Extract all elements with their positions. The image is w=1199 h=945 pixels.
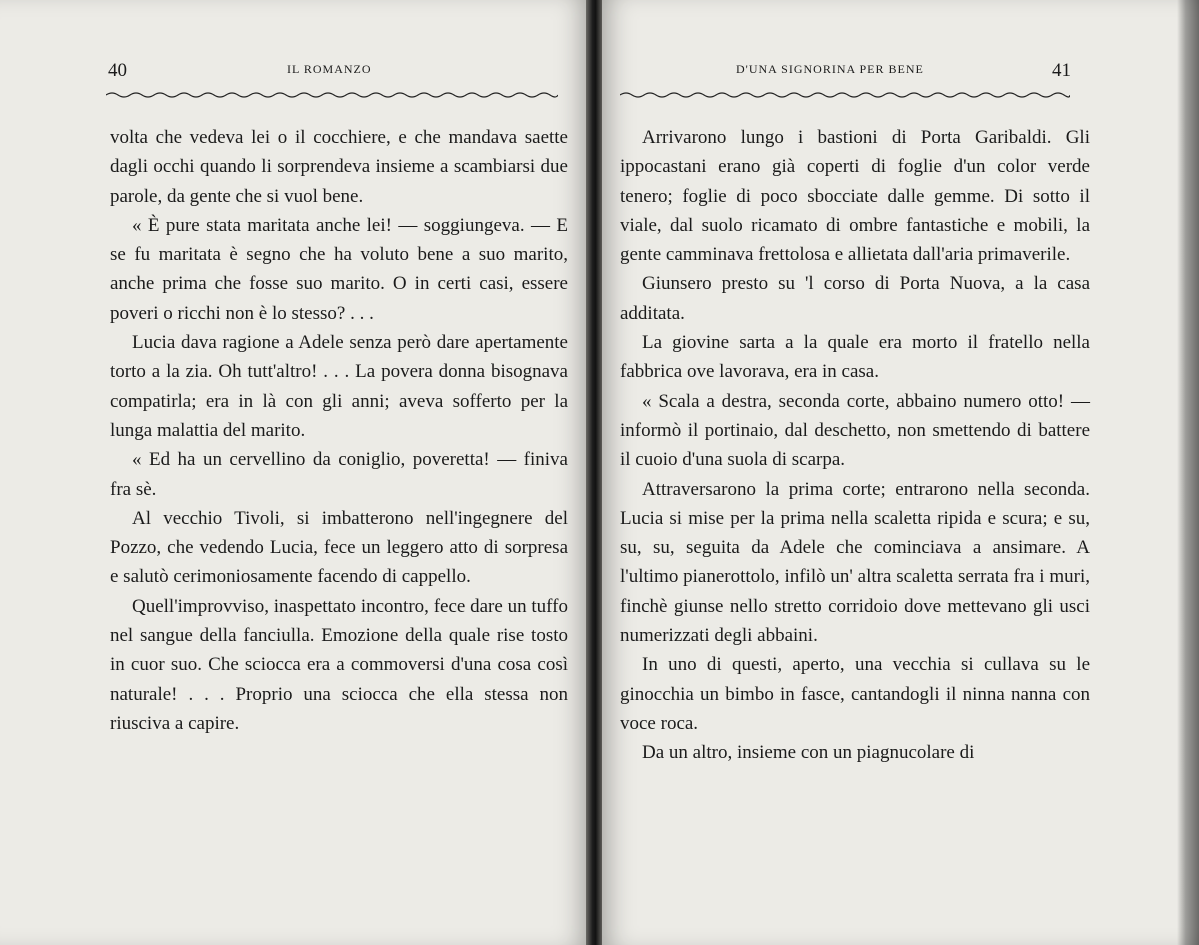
paragraph: Attraversarono la prima corte; entrarono nella seconda. Lucia si mise per la prima nella scaletta ripida e scura; e su, su, su, seguita da Adele che cominciava a ansimare. A l'ultimo pianerottolo, infilò un' altra scaletta serrata fra i muri, finchè giunse nello stretto corridoio dove mettevano gli usci numerizzati degli abbaini.: [620, 478, 1090, 647]
paragraph: volta che vedeva lei o il cocchiere, e che mandava saette dagli occhi quando li sorprendeva insieme a scambiarsi due parole, da gente che si vuol bene.: [110, 127, 568, 207]
paragraph: « Scala a destra, seconda corte, abbaino numero otto! — informò il portinaio, dal deschetto, non smettendo di battere il cuoio d'una suola di scarpa.: [620, 390, 1090, 471]
page-number-right: 41: [1052, 60, 1071, 81]
right-body-text: [620, 123, 1090, 768]
running-head-left: IL ROMANZO: [287, 62, 372, 76]
running-head-right: D'UNA SIGNORINA PER BENE: [736, 62, 924, 76]
ornamental-rule-right: [620, 90, 1070, 100]
book-gutter: [586, 0, 602, 945]
left-body-text: [110, 123, 568, 738]
paragraph: « È pure stata maritata anche lei! — soggiungeva. — E se fu maritata è segno che ha voluto bene a suo marito, anche prima che fosse suo marito. O in certi casi, essere poveri o ricchi non è lo stesso? . . .: [110, 214, 568, 324]
paragraph: In uno di questi, aperto, una vecchia si cullava su le ginocchia un bimbo in fasce, cantandogli il ninna nanna con voce roca.: [620, 654, 1090, 734]
paragraph: Da un altro, insieme con un piagnucolare di: [642, 742, 975, 764]
paragraph: La giovine sarta a la quale era morto il fratello nella fabbrica ove lavorava, era in casa.: [620, 332, 1090, 383]
paragraph: Giunsero presto su 'l corso di Porta Nuova, a la casa additata.: [620, 273, 1090, 324]
left-page: [0, 0, 588, 945]
page-number-left: 40: [108, 60, 127, 81]
ornamental-rule-left: [106, 90, 558, 100]
paragraph: Arrivarono lungo i bastioni di Porta Garibaldi. Gli ippocastani erano già coperti di foglie d'un color verde tenero; foglie di poco sbocciate dalle gemme. Di sotto il viale, dal suolo ricamato di ombre fantastiche e mobili, la gente camminava frettolosa e allietata dall'aria primaverile.: [620, 127, 1090, 266]
paragraph: Lucia dava ragione a Adele senza però dare apertamente torto a la zia. Oh tutt'altro! . . . La povera donna bisognava compatirla; era in là con gli anni; aveva sofferto per la lunga malattia del marito.: [110, 332, 568, 441]
paragraph: Quell'improvviso, inaspettato incontro, fece dare un tuffo nel sangue della fanciulla. Emozione della quale rise tosto in cuor suo. Che sciocca era a commoversi d'una cosa così naturale! . . . Proprio una sciocca che ella stessa non riusciva a capire.: [110, 595, 568, 734]
paragraph: « Ed ha un cervellino da coniglio, poveretta! — finiva fra sè.: [110, 449, 568, 500]
page-edge-shadow: [1177, 0, 1199, 945]
right-page: [602, 0, 1199, 945]
paragraph: Al vecchio Tivoli, si imbatterono nell'ingegnere del Pozzo, che vedendo Lucia, fece un leggero atto di sorpresa e salutò cerimoniosamente facendo di cappello.: [110, 507, 568, 588]
